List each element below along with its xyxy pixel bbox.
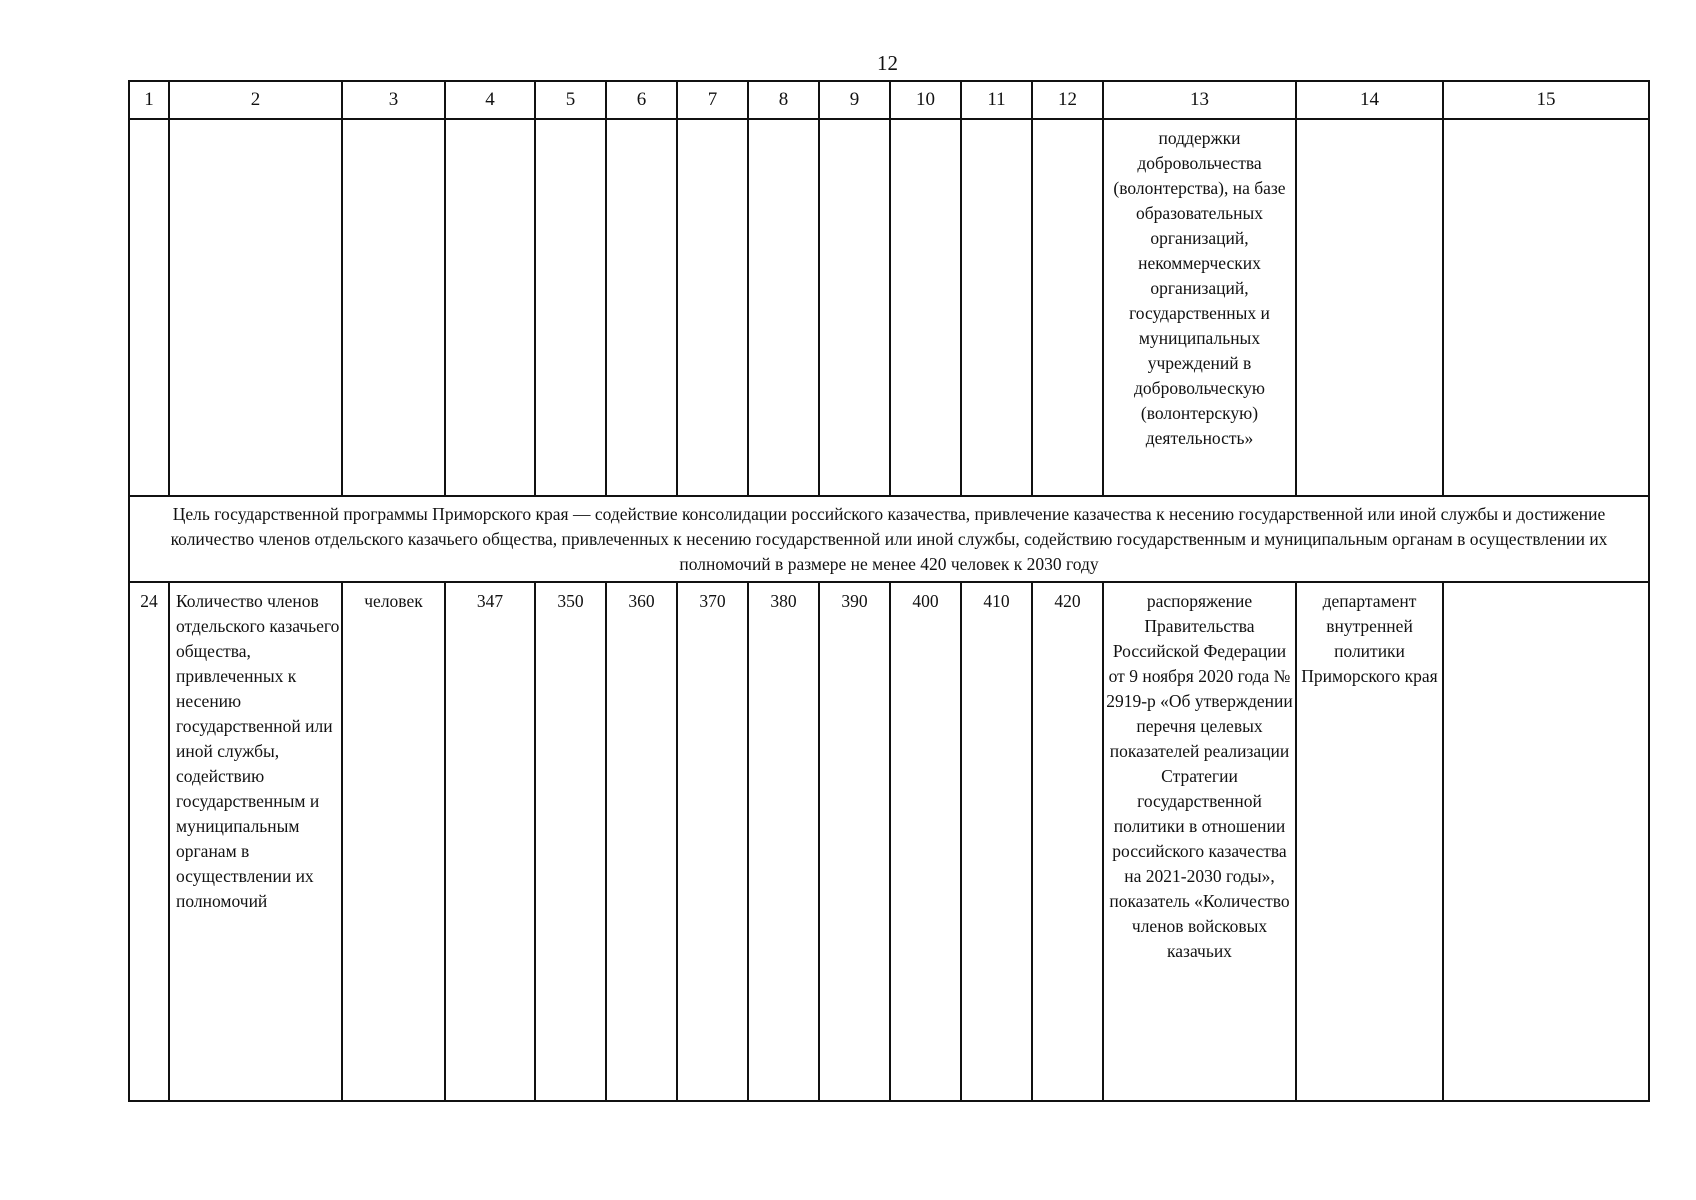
table-cell	[890, 119, 961, 496]
table-cell	[445, 119, 535, 496]
table-cell	[535, 119, 606, 496]
goal-row	[129, 496, 1649, 582]
table-cell	[1443, 582, 1649, 1101]
unit-of-measure: человек	[342, 582, 445, 1101]
column-number: 2	[169, 81, 342, 119]
indicator-name: Количество членов отдельского казачьего общества, привлеченных к несению государственной или иной службы, содействию государственным и муниципальным органам в осуществлении их полномочий	[169, 582, 342, 1101]
program-goal: Цель государственной программы Приморского края — содействие консолидации российского казачества, привлечение казачества к несению государственной или иной службы и достижение количество членов отдельского казачьего общества, привлеченных к несению государственной или иной службы, содействию государственным и муниципальным органам в осуществлении их полномочий в размере не менее 420 человек к 2030 году	[129, 496, 1649, 582]
column-number: 6	[606, 81, 677, 119]
table-cell	[748, 119, 819, 496]
column-number: 3	[342, 81, 445, 119]
source-continuation-cell: поддержки добровольчества (волонтерства), на базе образовательных организаций, некоммерческих организаций, государственных и муниципальных учреждений в добровольческую (волонтерскую) деятельность»	[1103, 119, 1296, 496]
column-number: 10	[890, 81, 961, 119]
indicator-value: 370	[677, 582, 748, 1101]
indicator-value: 380	[748, 582, 819, 1101]
page-number: 12	[877, 51, 898, 75]
table-cell	[342, 119, 445, 496]
table-cell	[819, 119, 890, 496]
column-number: 14	[1296, 81, 1443, 119]
table-cell	[1032, 119, 1103, 496]
indicator-value: 347	[445, 582, 535, 1101]
column-number: 15	[1443, 81, 1649, 119]
column-number: 4	[445, 81, 535, 119]
indicator-value: 410	[961, 582, 1032, 1101]
indicator-value: 360	[606, 582, 677, 1101]
table-cell	[961, 119, 1032, 496]
table-cell	[1296, 119, 1443, 496]
table-cell	[1443, 119, 1649, 496]
column-number: 9	[819, 81, 890, 119]
indicator-value: 420	[1032, 582, 1103, 1101]
row-number: 24	[129, 582, 169, 1101]
indicator-value: 400	[890, 582, 961, 1101]
column-number: 13	[1103, 81, 1296, 119]
column-number: 7	[677, 81, 748, 119]
table-cell	[677, 119, 748, 496]
table-cell	[129, 119, 169, 496]
column-number: 12	[1032, 81, 1103, 119]
indicators-table	[128, 80, 1650, 1102]
indicator-value: 390	[819, 582, 890, 1101]
column-number: 11	[961, 81, 1032, 119]
column-number: 1	[129, 81, 169, 119]
column-number: 8	[748, 81, 819, 119]
table-row-continuation	[129, 119, 1649, 496]
indicator-value: 350	[535, 582, 606, 1101]
table-row-24	[129, 582, 1649, 1101]
table-cell	[169, 119, 342, 496]
responsible-department: департамент внутренней политики Приморского края	[1296, 582, 1443, 1101]
column-number: 5	[535, 81, 606, 119]
column-number-row	[129, 81, 1649, 119]
table-cell	[606, 119, 677, 496]
source-document: распоряжение Правительства Российской Федерации от 9 ноября 2020 года № 2919-р «Об утверждении перечня целевых показателей реализации Стратегии государственной политики в отношении российского казачества на 2021-2030 годы», показатель «Количество членов войсковых казачьих	[1103, 582, 1296, 1101]
